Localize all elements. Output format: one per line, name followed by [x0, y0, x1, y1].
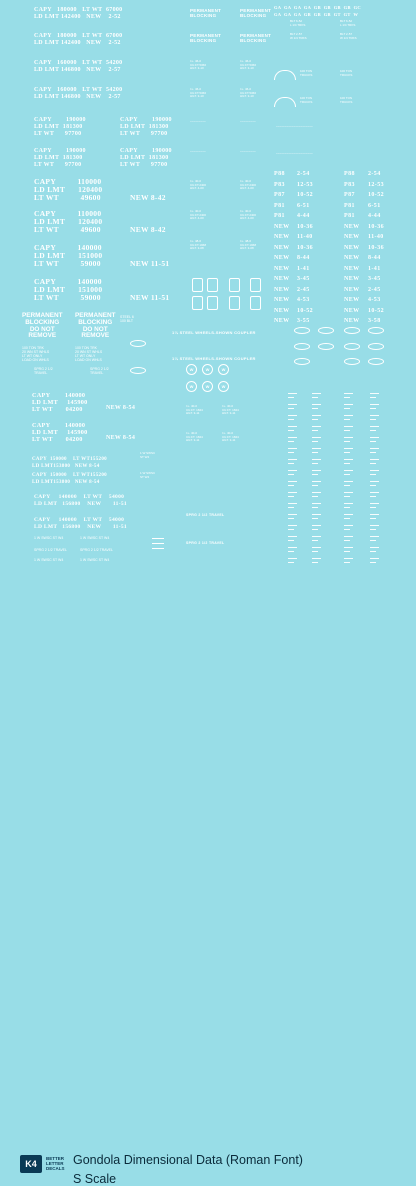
repack-code: NEW	[344, 255, 360, 261]
spring-travel: SPRG 2 1/2 TRAVEL	[186, 541, 225, 545]
weigh-mark: ▬▬▬ ▬▬	[288, 490, 297, 498]
fine-print: I.L. 40-0 CU.FT.2400 HGT. 4-00	[240, 179, 257, 191]
fine-print: BLT 6-52 L 1/4 TRKS	[340, 19, 356, 27]
repack-date: 2-54	[297, 171, 310, 177]
weigh-mark: ▬▬▬ ▬▬	[288, 556, 297, 564]
repack-code: P87	[344, 192, 355, 198]
weigh-mark: ▬▬▬ ▬▬	[344, 413, 353, 421]
weigh-mark: ▬▬▬ ▬▬	[370, 523, 379, 531]
weigh-mark: ▬▬▬ ▬▬	[370, 424, 379, 432]
weigh-mark: ▬▬▬ ▬▬	[370, 490, 379, 498]
tag-icon	[250, 278, 261, 292]
repack-code: NEW	[274, 307, 290, 314]
footer	[0, 570, 416, 1186]
tag-icon	[250, 296, 261, 310]
weigh-mark: ▬▬▬ ▬▬	[370, 391, 379, 399]
dimension-block: CAPY 140000 LD LMT 151000 LT WT 59000	[34, 277, 103, 302]
page-subtitle: S Scale	[73, 1172, 117, 1186]
repack-date: 10-36	[297, 244, 313, 251]
weigh-mark: ▬▬▬ ▬▬	[370, 402, 379, 410]
dimension-block: CAPY 180000 LT WT 67000 LD LMT 142400 NEW 2-52	[34, 33, 123, 46]
fine-print: I.L. 40-0 CU.FT. 1844 HGT. 3-11	[222, 431, 239, 443]
repack-code: NEW	[344, 223, 360, 230]
spring-travel: SPRG 2 1/2 TRAVEL	[186, 513, 225, 517]
repack-date: 10-52	[368, 307, 384, 314]
decal-sheet	[0, 0, 416, 570]
fine-print: BLT 2-57 W 1/4 TRKS	[340, 32, 357, 40]
oval-emblem	[294, 327, 310, 334]
weigh-mark: ▬▬▬ ▬▬	[370, 556, 379, 564]
stripe-mark	[152, 538, 164, 539]
fine-print: 100 TON TRUCKS	[340, 69, 353, 77]
weigh-mark: ▬▬▬ ▬▬	[288, 479, 297, 487]
tag-icon	[207, 278, 218, 292]
fine-print: I.L. 48-6 CU.FT.1968 HGT. 3-08	[190, 239, 207, 251]
fine-print: 1 W SWSC ST W4	[140, 471, 156, 479]
fine-print: ~~~~~~~~~	[240, 149, 256, 153]
fine-print: SPRG 2 1/2 TRAVEL	[34, 367, 53, 375]
repack-code: NEW	[344, 307, 360, 314]
tag-icon	[229, 278, 240, 292]
fine-print: SPRG 2 1/2 TRAVEL	[90, 367, 109, 375]
repack-date: 2-54	[368, 171, 381, 177]
repack-code: NEW	[344, 244, 360, 251]
new-date: NEW 11-51	[130, 293, 170, 302]
weigh-mark: ▬▬▬ ▬▬	[344, 435, 353, 443]
oval-emblem	[368, 358, 384, 365]
repack-date: 4-44	[297, 213, 310, 219]
fine-print: I.L. 46-0 CU.FT.5366 HGT. 3-10	[240, 87, 257, 99]
weigh-mark: ▬▬▬ ▬▬	[344, 490, 353, 498]
oval-emblem	[318, 327, 334, 334]
stripe-mark	[152, 543, 164, 544]
repack-date: 3-45	[297, 276, 310, 282]
repack-date: 3-55	[297, 318, 310, 324]
dimension-block: CAPY 180000 LT WT 67000 LD LMT 142400 NEW 2-52	[34, 7, 123, 20]
weigh-mark: ▬▬▬ ▬▬	[288, 457, 297, 465]
weigh-mark: ▬▬▬ ▬▬	[344, 523, 353, 531]
weigh-mark: ▬▬▬ ▬▬	[344, 512, 353, 520]
coupler-line: 1¼ STEEL WHEELS-SHOWN COUPLER	[172, 330, 256, 335]
repack-code: NEW	[274, 223, 290, 230]
weigh-mark: ▬▬▬ ▬▬	[288, 435, 297, 443]
weigh-mark: ▬▬▬ ▬▬	[370, 446, 379, 454]
repack-date: 10-36	[368, 223, 384, 230]
weigh-mark: ▬▬▬ ▬▬	[370, 413, 379, 421]
repack-code: P83	[274, 181, 285, 188]
fine-print: 1 W SWSC ST W4	[140, 451, 156, 459]
fine-print: ~~~~~~~~~~~~~~~~~~~~~	[276, 151, 313, 155]
oval-emblem	[344, 358, 360, 365]
weigh-mark: ▬▬▬ ▬▬	[370, 545, 379, 553]
dimension-block: CAPY 190000 LD LMT 181300 LT WT 97700	[34, 117, 86, 137]
repack-code: NEW	[274, 286, 290, 293]
repack-date: 8-44	[368, 255, 381, 261]
weigh-mark: ▬▬▬ ▬▬	[312, 479, 321, 487]
fine-print: 1 W SWSC ST W4	[80, 536, 110, 540]
weigh-mark: ▬▬▬ ▬▬	[312, 435, 321, 443]
fine-print: 100 TON TRUCKS	[300, 69, 313, 77]
fine-print: STEEL 6 100 BLT	[120, 315, 134, 323]
new-date: NEW 8-54	[106, 405, 136, 411]
fine-print: I.L. 46-0 CU.FT.5366 HGT. 3-10	[240, 59, 257, 71]
repack-date: 11-40	[368, 234, 384, 240]
repack-date: 10-52	[297, 192, 313, 198]
weigh-mark: ▬▬▬ ▬▬	[370, 457, 379, 465]
repack-code: NEW	[274, 244, 290, 251]
coupler-line: 1¼ STEEL WHEELS-SHOWN COUPLER	[172, 356, 256, 361]
dimension-block: CAPY 140000 LD LMT 145900 LT WT 04200	[32, 392, 88, 414]
repack-date: 6-51	[368, 202, 381, 209]
weigh-mark: ▬▬▬ ▬▬	[312, 534, 321, 542]
weigh-mark: ▬▬▬ ▬▬	[370, 435, 379, 443]
dimension-block: CAPY 110000 LD LMT 120400 LT WT 49600	[34, 177, 103, 202]
repack-date: 10-36	[297, 223, 313, 230]
repack-date: 4-53	[297, 297, 310, 303]
weigh-mark: ▬▬▬ ▬▬	[344, 534, 353, 542]
repack-date: 10-52	[297, 307, 313, 314]
weigh-mark: ▬▬▬ ▬▬	[288, 523, 297, 531]
weigh-mark: ▬▬▬ ▬▬	[344, 424, 353, 432]
weigh-mark: ▬▬▬ ▬▬	[288, 468, 297, 476]
tag-icon	[229, 296, 240, 310]
new-date: NEW 8-42	[130, 225, 166, 234]
repack-code: NEW	[344, 318, 360, 324]
dimension-block: CAPY 110000 LD LMT 120400 LT WT 49600	[34, 209, 103, 234]
fine-print: 100 TON TRUCKS	[300, 96, 313, 104]
dimension-block: CAPY 190000 LD LMT 181300 LT WT 97700	[34, 148, 86, 168]
repack-date: 2-45	[368, 286, 381, 293]
weigh-mark: ▬▬▬ ▬▬	[370, 512, 379, 520]
weigh-mark: ▬▬▬ ▬▬	[370, 501, 379, 509]
repack-date: 11-40	[297, 234, 313, 240]
weigh-mark: ▬▬▬ ▬▬	[288, 512, 297, 520]
fine-print: 100 TON TRUCKS	[340, 96, 353, 104]
fine-print: I.L. 40-0 CU.FT.2400 HGT. 4-00	[190, 209, 207, 221]
arch-emblem	[274, 97, 296, 107]
wheel-icon: W	[186, 364, 197, 375]
permanent-blocking-label: PERMANENT BLOCKING DO NOT REMOVE	[22, 312, 63, 340]
weigh-mark: ▬▬▬ ▬▬	[344, 402, 353, 410]
repack-date: 6-51	[297, 202, 310, 209]
repack-date: 2-45	[297, 286, 310, 293]
fine-print: ~~~~~~~~~	[190, 149, 206, 153]
weigh-mark: ▬▬▬ ▬▬	[312, 402, 321, 410]
dimension-block: CAPY 160000 LT WT 54200 LD LMT 146800 NEW 2-57	[34, 87, 123, 100]
weigh-mark: ▬▬▬ ▬▬	[370, 479, 379, 487]
weigh-mark: ▬▬▬ ▬▬	[288, 545, 297, 553]
new-date: NEW 8-42	[130, 193, 166, 202]
repack-code: P81	[274, 213, 285, 219]
fine-print: I.L. 40-0 CU.FT. 1844 HGT. 3-11	[186, 404, 203, 416]
dimension-block: CAPY 190000 LD LMT 181300 LT WT 97700	[120, 117, 172, 137]
weigh-mark: ▬▬▬ ▬▬	[312, 490, 321, 498]
weigh-mark: ▬▬▬ ▬▬	[344, 468, 353, 476]
weigh-mark: ▬▬▬ ▬▬	[288, 446, 297, 454]
k4-logo-icon: K4	[20, 1155, 42, 1173]
fine-print: 1 W SWSC ST W4	[34, 536, 64, 540]
weigh-mark: ▬▬▬ ▬▬	[312, 556, 321, 564]
repack-code: P83	[344, 181, 355, 188]
wheel-icon: W	[202, 364, 213, 375]
fine-print: BLT 6-52 L 1/4 TRKS	[290, 19, 306, 27]
repack-code: P88	[344, 171, 355, 177]
fine-print: I.L. 40-0 CU.FT. 1844 HGT. 3-11	[222, 404, 239, 416]
fine-print: I.L. 40-0 CU.FT.2400 HGT. 4-00	[240, 209, 257, 221]
oval-emblem	[130, 367, 146, 374]
repack-date: 10-52	[368, 192, 384, 198]
weigh-mark: ▬▬▬ ▬▬	[312, 468, 321, 476]
weigh-mark: ▬▬▬ ▬▬	[312, 413, 321, 421]
oval-emblem	[368, 327, 384, 334]
weigh-mark: ▬▬▬ ▬▬	[312, 446, 321, 454]
weigh-mark: ▬▬▬ ▬▬	[288, 413, 297, 421]
repack-code: NEW	[274, 297, 290, 303]
repack-code: NEW	[344, 286, 360, 293]
repack-code: NEW	[344, 297, 360, 303]
repack-code: NEW	[274, 265, 290, 272]
logo-text: BETTER LETTER DECALS	[46, 1156, 65, 1172]
stripe-mark	[152, 548, 164, 549]
fine-print: SPRG 2 1/2 TRAVEL	[34, 548, 67, 552]
fine-print: I.L. 48-6 CU.FT.1968 HGT. 3-08	[240, 239, 257, 251]
repack-date: 1-41	[297, 265, 310, 272]
weigh-mark: ▬▬▬ ▬▬	[312, 501, 321, 509]
weigh-mark: ▬▬▬ ▬▬	[312, 523, 321, 531]
page-title: Gondola Dimensional Data (Roman Font)	[73, 1153, 303, 1167]
weigh-mark: ▬▬▬ ▬▬	[370, 534, 379, 542]
dimension-block: CAPY 140000 LD LMT 151000 LT WT 59000	[34, 243, 103, 268]
fine-print: ~~~~~~~~~	[240, 119, 256, 123]
repack-date: 4-53	[368, 297, 381, 303]
new-date: NEW 11-51	[130, 259, 170, 268]
dimension-block: CAPY 140000 LT WT 54000 LD LMT 156800 NEW 11-51	[34, 517, 127, 530]
repack-code: NEW	[344, 234, 360, 240]
dimension-block: CAPY 140000 LD LMT 145900 LT WT 04200	[32, 422, 88, 444]
fine-print: I.L. 40-0 CU.FT.2400 HGT. 4-00	[190, 179, 207, 191]
repack-date: 12-53	[297, 181, 313, 188]
weigh-mark: ▬▬▬ ▬▬	[312, 457, 321, 465]
repack-code: NEW	[344, 276, 360, 282]
wheel-icon: W	[218, 381, 229, 392]
repack-date: 8-44	[297, 255, 310, 261]
fine-print: I.L. 40-0 CU.FT. 1844 HGT. 3-11	[186, 431, 203, 443]
fine-print: 1 W SWSC ST W4	[34, 558, 64, 562]
repack-code: P87	[274, 192, 285, 198]
weigh-mark: ▬▬▬ ▬▬	[288, 402, 297, 410]
fine-print: SPRG 2 1/2 TRAVEL	[80, 548, 113, 552]
permanent-blocking-small: PERMANENT BLOCKING	[240, 8, 272, 18]
weigh-mark: ▬▬▬ ▬▬	[344, 501, 353, 509]
fine-print: I.L. 46-0 CU.FT.5366 HGT. 3-10	[190, 87, 207, 99]
oval-emblem	[130, 340, 146, 347]
repack-date: 12-53	[368, 181, 384, 188]
dimension-block: CAPY 190000 LD LMT 181300 LT WT 97700	[120, 148, 172, 168]
fine-print: 100 TON TRK 20 WN ST WHLS LT WT ONLY LOAD ON WHLS	[22, 346, 50, 362]
repack-code: P81	[274, 202, 285, 209]
weigh-mark: ▬▬▬ ▬▬	[288, 501, 297, 509]
repack-code: NEW	[274, 255, 290, 261]
repack-date: 4-44	[368, 213, 381, 219]
oval-emblem	[368, 343, 384, 350]
fine-print: ~~~~~~~~~	[190, 119, 206, 123]
oval-emblem	[344, 327, 360, 334]
weigh-mark: ▬▬▬ ▬▬	[288, 534, 297, 542]
repack-code: NEW	[274, 318, 290, 324]
repack-code: NEW	[344, 265, 360, 272]
wheel-icon: W	[202, 381, 213, 392]
weigh-mark: ▬▬▬ ▬▬	[312, 424, 321, 432]
weigh-mark: ▬▬▬ ▬▬	[288, 391, 297, 399]
new-date: NEW 8-54	[106, 435, 136, 441]
weigh-mark: ▬▬▬ ▬▬	[344, 545, 353, 553]
weigh-mark: ▬▬▬ ▬▬	[344, 391, 353, 399]
weigh-mark: ▬▬▬ ▬▬	[344, 457, 353, 465]
repack-code: P81	[344, 213, 355, 219]
repack-date: 3-58	[368, 318, 381, 324]
fine-print: 1 W SWSC ST W4	[80, 558, 110, 562]
arch-emblem	[274, 70, 296, 80]
oval-emblem	[344, 343, 360, 350]
weigh-mark: ▬▬▬ ▬▬	[344, 446, 353, 454]
weigh-mark: ▬▬▬ ▬▬	[312, 545, 321, 553]
permanent-blocking-small: PERMANENT BLOCKING	[240, 33, 272, 43]
weigh-mark: ▬▬▬ ▬▬	[312, 391, 321, 399]
tag-icon	[192, 278, 203, 292]
permanent-blocking-small: PERMANENT BLOCKING	[190, 33, 222, 43]
dimension-block: CAPY 150000 LT WT155200 LD LMT153800 NEW 8-54	[32, 473, 107, 485]
dimension-block: CAPY 160000 LT WT 54200 LD LMT 146800 NEW 2-57	[34, 60, 123, 73]
repack-date: 10-36	[368, 244, 384, 251]
weigh-mark: ▬▬▬ ▬▬	[312, 512, 321, 520]
oval-emblem	[318, 343, 334, 350]
fine-print: I.L. 46-0 CU.FT.5366 HGT. 3-10	[190, 59, 207, 71]
repack-code: P81	[344, 202, 355, 209]
wheel-icon: W	[186, 381, 197, 392]
corner-letters: GA GA GA GA GB GB GB GB GC GA GA GA GB GB GB GT GT W	[274, 5, 361, 17]
repack-code: P88	[274, 171, 285, 177]
tag-icon	[207, 296, 218, 310]
weigh-mark: ▬▬▬ ▬▬	[344, 556, 353, 564]
fine-print: BLT 2-57 W 1/4 TRKS	[290, 32, 307, 40]
oval-emblem	[294, 358, 310, 365]
oval-emblem	[294, 343, 310, 350]
repack-date: 3-45	[368, 276, 381, 282]
weigh-mark: ▬▬▬ ▬▬	[288, 424, 297, 432]
dimension-block: CAPY 140000 LT WT 54000 LD LMT 156800 NEW 11-51	[34, 494, 127, 507]
wheel-icon: W	[218, 364, 229, 375]
permanent-blocking-label: PERMANENT BLOCKING DO NOT REMOVE	[75, 312, 116, 340]
fine-print: ~~~~~~~~~~~~~~~~~~~~~	[276, 124, 313, 128]
weigh-mark: ▬▬▬ ▬▬	[344, 479, 353, 487]
tag-icon	[192, 296, 203, 310]
weigh-mark: ▬▬▬ ▬▬	[370, 468, 379, 476]
repack-code: NEW	[274, 234, 290, 240]
permanent-blocking-small: PERMANENT BLOCKING	[190, 8, 222, 18]
dimension-block: CAPY 150000 LT WT155200 LD LMT153800 NEW 8-54	[32, 457, 107, 469]
repack-date: 1-41	[368, 265, 381, 272]
fine-print: 100 TON TRK 20 WN ST WHLS LT WT ONLY LOAD ON WHLS	[75, 346, 103, 362]
repack-code: NEW	[274, 276, 290, 282]
